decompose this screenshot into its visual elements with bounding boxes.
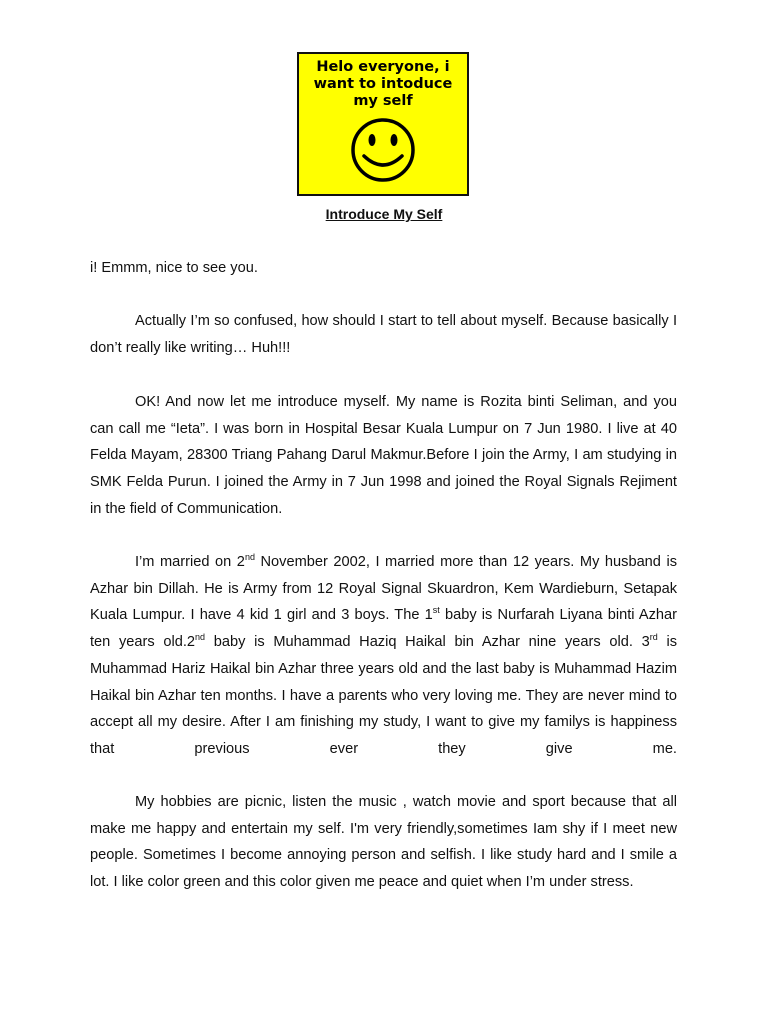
p3-text-a: I’m married on 2 — [135, 554, 245, 570]
p3-sup-nd-2: nd — [195, 632, 206, 643]
greeting-banner — [297, 52, 469, 196]
p3-text-e: is Muhammad Hariz Haikal bin Azhar three years old and the last baby is Muhammad Hazim Haikal bin Azhar ten months. I have a parents who very loving me. They are never mind to accept all my desire. After I am finishing my study, I want to give my familys is happiness that previous ever they give me. — [90, 634, 678, 757]
banner-line-2: want to intoduce — [313, 76, 453, 92]
paragraph-3 — [90, 549, 677, 763]
p3-text-b: November 2002, I married more than 12 years. My husband is Azhar bin Dillah. He is Army from 12 Royal Signal Skuardron, Kem Wardieburn, Setapak Kuala Lumpur. I have 4 kid 1 girl and 3 boys. The 1 — [90, 554, 678, 624]
p3-sup-st: st — [432, 605, 440, 616]
paragraph-2: OK! And now let me introduce myself. My name is Rozita binti Seliman, and you can call me “Ieta”. I was born in Hospital Besar Kuala Lumpur on 7 Jun 1980. I live at 40 Felda Mayam, 28300 Triang Pahang Darul Makmur.Before I join the Army, I am studying in SMK Felda Purun. I joined the Army in 7 Jun 1998 and joined the Royal Signals Rejiment in the field of Communication. — [90, 394, 677, 517]
p3-text-d: baby is Muhammad Haziq Haikal bin Azhar nine years old. 3 — [205, 634, 650, 651]
p3-sup-rd: rd — [649, 632, 658, 643]
p3-text-c: baby is Nurfarah Liyana binti Azhar ten years old.2 — [90, 607, 677, 651]
smiley-face-icon — [344, 118, 422, 182]
banner-line-1: Helo everyone, i — [316, 59, 450, 75]
banner-text — [299, 59, 467, 110]
p3-sup-nd-1: nd — [244, 552, 255, 563]
document-title: Introduce My Self — [325, 206, 443, 222]
paragraph-4: My hobbies are picnic, listen the music , watch movie and sport because that all make me happy and entertain my self. I'm very friendly,sometimes Iam shy if I meet new people. Sometimes I become annoying person and selfish. I like study hard and I smile a lot. I like color green and this color given me peace and quiet when I’m under stress. — [90, 794, 677, 891]
paragraph-1: Actually I’m so confused, how should I start to tell about myself. Because basically I don’t really like writing… Huh!!! — [90, 313, 677, 356]
banner-line-3: my self — [353, 93, 413, 109]
greeting-paragraph: i! Emmm, nice to see you. — [90, 260, 258, 276]
